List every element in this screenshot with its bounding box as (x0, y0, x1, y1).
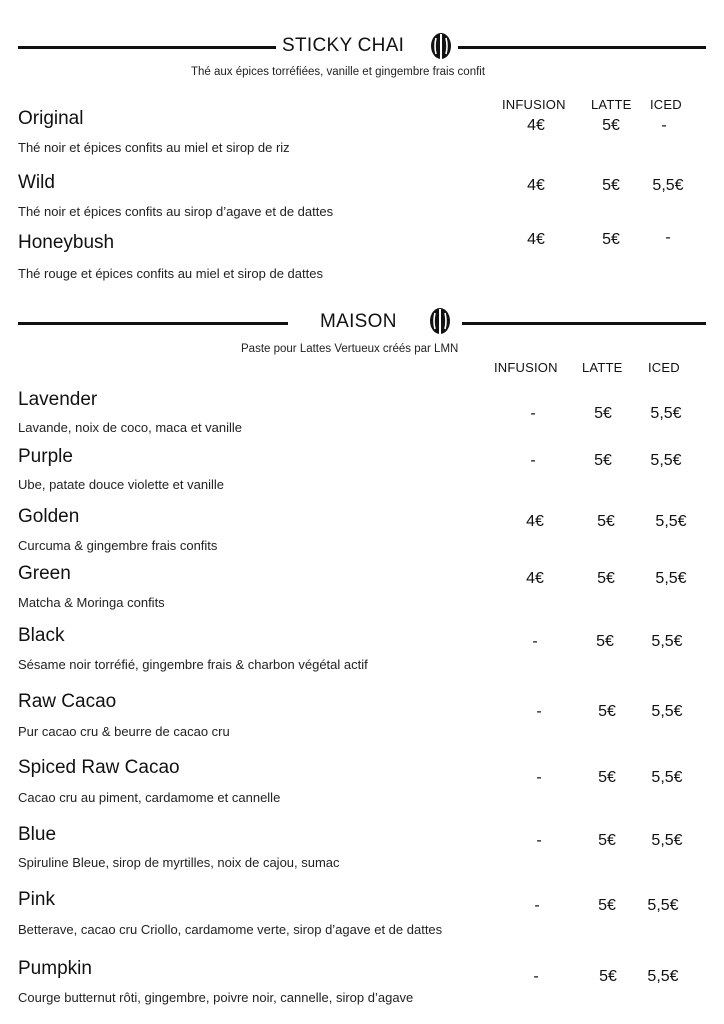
price-infusion: - (532, 633, 538, 650)
item-description: Lavande, noix de coco, maca et vanille (18, 420, 243, 435)
price-infusion: 4€ (527, 177, 545, 194)
item-name: Black (18, 625, 65, 646)
price-iced: 5,5€ (647, 897, 679, 914)
item-name: Golden (18, 506, 80, 527)
item-name: Honeybush (18, 232, 115, 253)
item-name: Pumpkin (18, 958, 92, 979)
price-latte: 5€ (594, 405, 612, 422)
item-description: Spiruline Bleue, sirop de myrtilles, noix de cajou, sumac (18, 855, 340, 870)
item-description: Pur cacao cru & beurre de cacao cru (18, 724, 230, 739)
price-infusion: - (530, 405, 536, 422)
section-subtitle: Thé aux épices torréfiées, vanille et gingembre frais confit (191, 66, 486, 78)
item-description: Thé noir et épices confits au miel et sirop de riz (18, 140, 290, 155)
price-infusion: - (536, 703, 542, 720)
price-infusion: 4€ (527, 117, 545, 134)
column-header-iced: ICED (650, 97, 682, 112)
item-name: Pink (18, 889, 55, 910)
section-subtitle: Paste pour Lattes Vertueux créés par LMN (241, 343, 459, 355)
item-name: Wild (18, 172, 55, 193)
title-rule-right (462, 322, 706, 325)
price-latte: 5€ (598, 897, 616, 914)
column-header-infusion: INFUSION (494, 360, 558, 375)
price-latte: 5€ (602, 231, 620, 248)
item-name: Purple (18, 446, 73, 467)
price-iced: 5,5€ (650, 452, 682, 469)
item-name: Green (18, 563, 71, 584)
price-infusion: - (536, 832, 542, 849)
price-infusion: - (530, 452, 536, 469)
leaf-icon (428, 32, 454, 60)
column-header-latte: LATTE (591, 97, 632, 112)
price-latte: 5€ (598, 703, 616, 720)
price-latte: 5€ (598, 832, 616, 849)
price-iced: 5,5€ (651, 832, 683, 849)
price-infusion: - (533, 968, 539, 985)
column-header-latte: LATTE (582, 360, 623, 375)
item-description: Thé rouge et épices confits au miel et sirop de dattes (18, 266, 323, 281)
price-iced: 5,5€ (651, 633, 683, 650)
item-description: Thé noir et épices confits au sirop d’agave et de dattes (18, 204, 334, 219)
price-iced: 5,5€ (652, 177, 684, 194)
price-latte: 5€ (602, 177, 620, 194)
item-description: Sésame noir torréfié, gingembre frais & charbon végétal actif (18, 657, 368, 672)
price-latte: 5€ (597, 513, 615, 530)
price-latte: 5€ (596, 633, 614, 650)
price-infusion: 4€ (527, 231, 545, 248)
price-iced: - (665, 229, 671, 246)
price-iced: 5,5€ (651, 703, 683, 720)
price-latte: 5€ (597, 570, 615, 587)
item-description: Curcuma & gingembre frais confits (18, 538, 218, 553)
price-iced: 5,5€ (655, 513, 687, 530)
column-header-infusion: INFUSION (502, 97, 566, 112)
section-title: MAISON (320, 311, 397, 332)
title-rule-right (458, 46, 706, 49)
item-name: Blue (18, 824, 57, 845)
item-name: Spiced Raw Cacao (18, 757, 180, 778)
price-iced: 5,5€ (647, 968, 679, 985)
price-infusion: 4€ (526, 570, 544, 587)
item-name: Lavender (18, 389, 98, 410)
price-latte: 5€ (598, 769, 616, 786)
title-rule-left (18, 322, 288, 325)
item-description: Ube, patate douce violette et vanille (18, 477, 224, 492)
price-iced: 5,5€ (655, 570, 687, 587)
price-latte: 5€ (602, 117, 620, 134)
price-iced: 5,5€ (650, 405, 682, 422)
item-name: Raw Cacao (18, 691, 117, 712)
price-infusion: 4€ (526, 513, 544, 530)
title-rule-left (18, 46, 276, 49)
item-description: Cacao cru au piment, cardamome et cannelle (18, 790, 281, 805)
price-latte: 5€ (594, 452, 612, 469)
item-description: Courge butternut rôti, gingembre, poivre noir, cannelle, sirop d’agave (18, 990, 414, 1005)
item-description: Matcha & Moringa confits (18, 595, 165, 610)
column-header-iced: ICED (648, 360, 680, 375)
price-latte: 5€ (599, 968, 617, 985)
price-infusion: - (536, 769, 542, 786)
leaf-icon (427, 307, 453, 335)
price-iced: 5,5€ (651, 769, 683, 786)
price-iced: - (661, 117, 667, 134)
section-title: STICKY CHAI (282, 35, 405, 56)
item-description: Betterave, cacao cru Criollo, cardamome verte, sirop d’agave et de dattes (18, 922, 443, 937)
item-name: Original (18, 108, 84, 129)
price-infusion: - (534, 897, 540, 914)
